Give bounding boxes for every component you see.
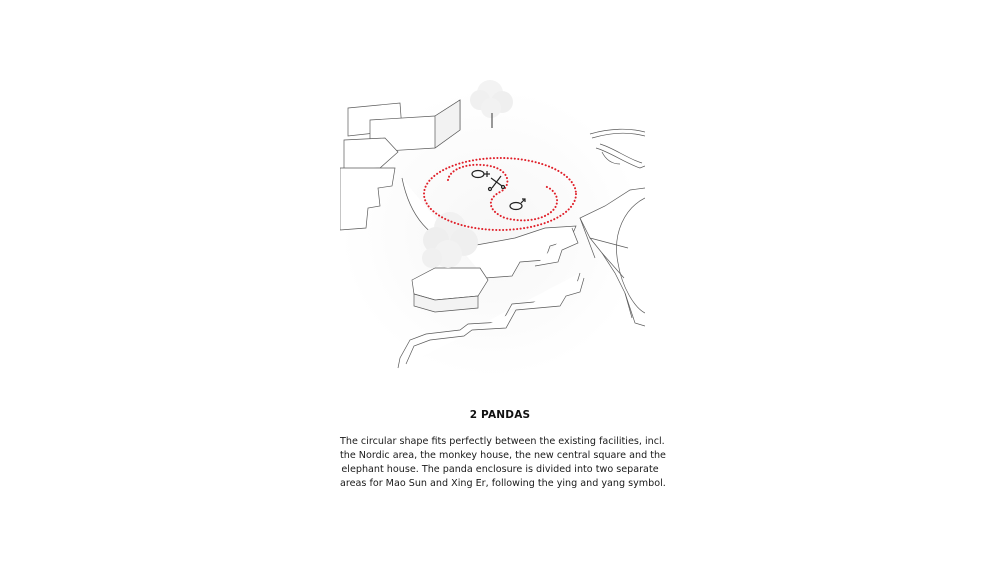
monkey-house <box>412 268 488 312</box>
caption-body <box>340 435 666 491</box>
caption-line: areas for Mao Sun and Xing Er, following the ying and yang symbol. <box>340 478 666 489</box>
caption-title: 2 PANDAS <box>469 409 531 421</box>
caption-line: the Nordic area, the monkey house, the new central square and the <box>340 450 666 461</box>
caption-line: elephant house. The panda enclosure is divided into two separate <box>341 464 659 475</box>
caption-line: The circular shape fits perfectly between the existing facilities, incl. <box>340 436 665 447</box>
site-model-diagram <box>340 68 645 378</box>
